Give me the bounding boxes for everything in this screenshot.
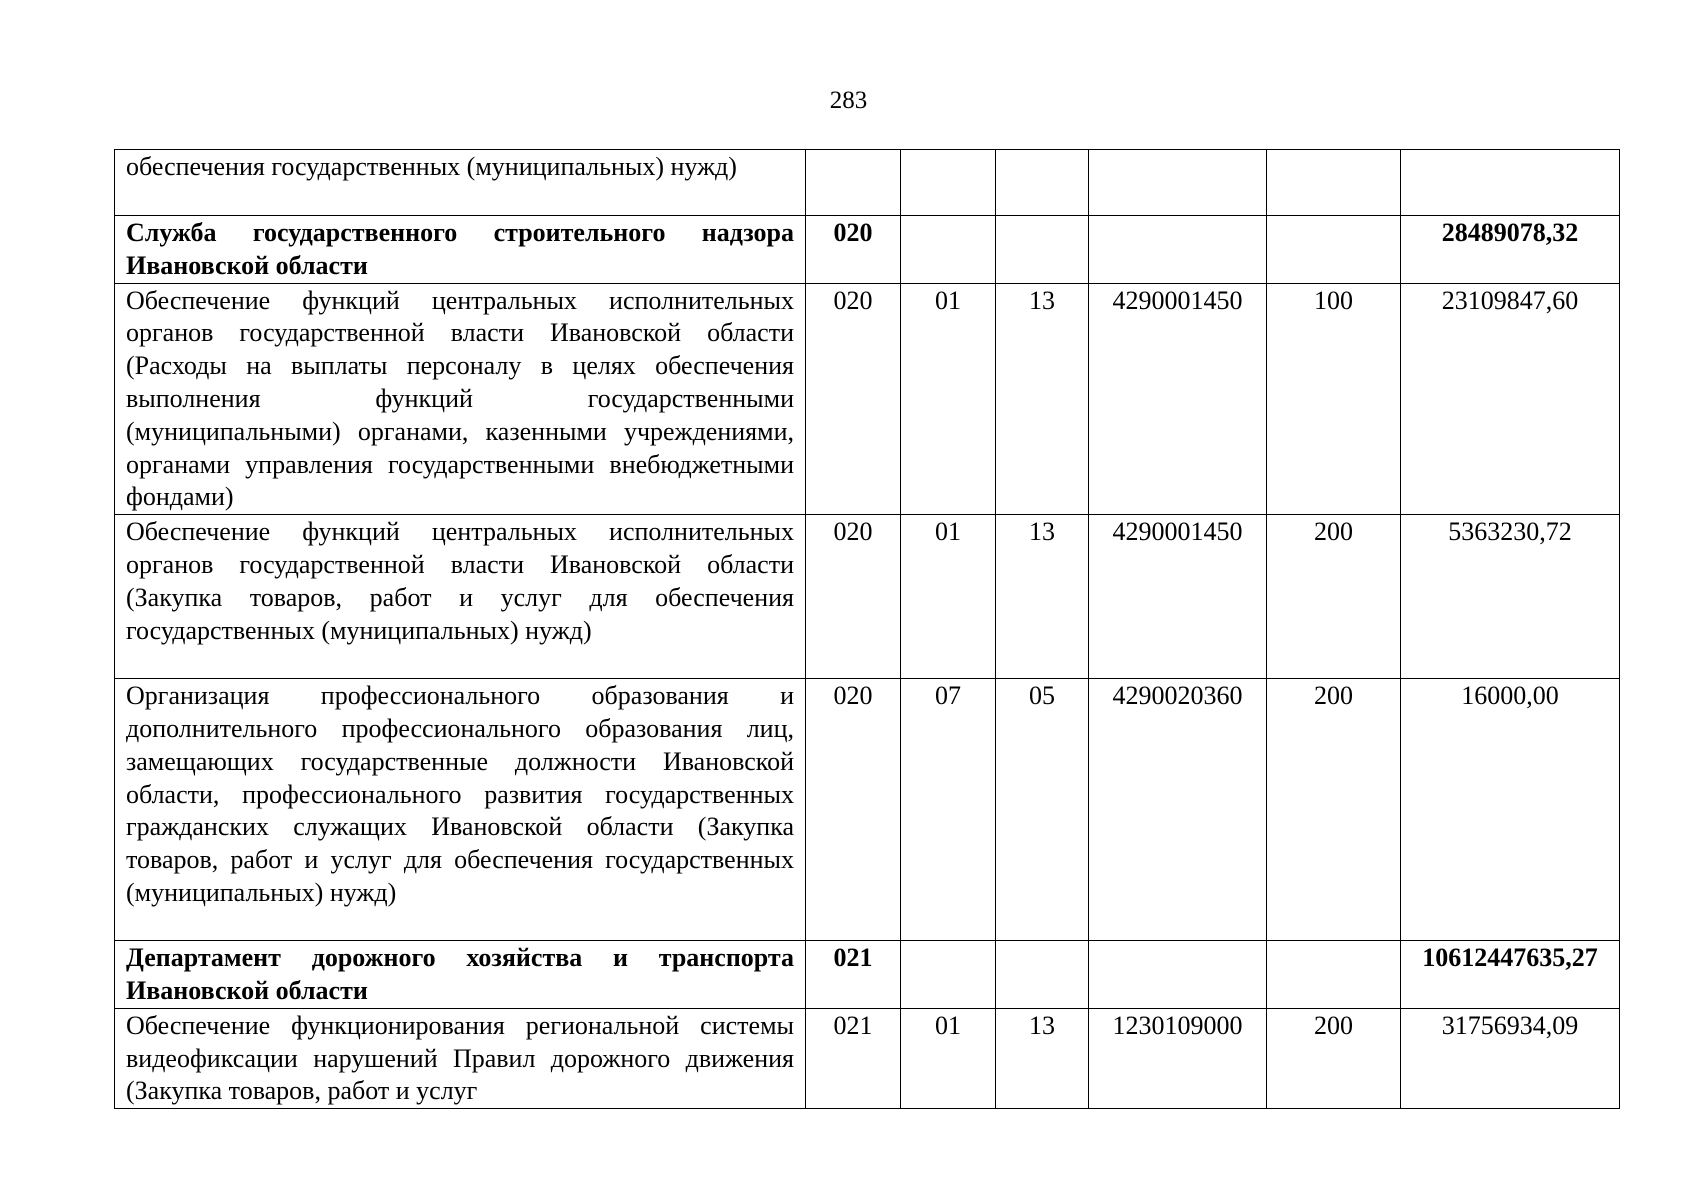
row-subsection-code	[996, 216, 1089, 284]
row-section-code: 01	[901, 283, 996, 515]
row-amount: 23109847,60	[1401, 283, 1620, 515]
row-amount: 10612447635,27	[1401, 941, 1620, 1009]
table-row	[115, 679, 1620, 941]
row-amount	[1401, 150, 1620, 216]
row-expense-type	[1267, 216, 1401, 284]
row-target-code: 4290001450	[1089, 515, 1267, 679]
row-name: Служба государственного строительного надзора Ивановской области	[115, 216, 806, 284]
row-expense-type	[1267, 941, 1401, 1009]
row-section-code: 07	[901, 679, 996, 941]
row-amount: 31756934,09	[1401, 1008, 1620, 1108]
row-amount: 16000,00	[1401, 679, 1620, 941]
row-ministry-code: 021	[806, 941, 901, 1009]
row-section-code: 01	[901, 515, 996, 679]
row-section-code: 01	[901, 1008, 996, 1108]
row-subsection-code: 13	[996, 1008, 1089, 1108]
row-subsection-code: 13	[996, 283, 1089, 515]
row-expense-type: 200	[1267, 515, 1401, 679]
row-name: обеспечения государственных (муниципальных) нужд)	[115, 150, 806, 216]
page-number: 283	[829, 87, 868, 114]
row-subsection-code: 05	[996, 679, 1089, 941]
row-target-code	[1089, 150, 1267, 216]
row-target-code: 1230109000	[1089, 1008, 1267, 1108]
row-section-code	[901, 150, 996, 216]
row-amount: 28489078,32	[1401, 216, 1620, 284]
table-row	[115, 515, 1620, 679]
row-expense-type: 200	[1267, 679, 1401, 941]
row-name: Обеспечение функций центральных исполнительных органов государственной власти Ивановской области (Закупка товаров, работ и услуг для обеспечения государственных (муниципальных) нужд)	[115, 515, 806, 679]
row-name: Организация профессионального образования и дополнительного профессионального образования лиц, замещающих государственные должности Ивановской области, профессионального развития государственных гражданских служащих Ивановской области (Закупка товаров, работ и услуг для обеспечения государственных (муниципальных) нужд)	[115, 679, 806, 941]
row-subsection-code	[996, 150, 1089, 216]
row-target-code: 4290020360	[1089, 679, 1267, 941]
table-row	[115, 283, 1620, 515]
table-row	[115, 1008, 1620, 1108]
row-ministry-code: 020	[806, 283, 901, 515]
row-ministry-code: 021	[806, 1008, 901, 1108]
row-amount: 5363230,72	[1401, 515, 1620, 679]
row-expense-type: 200	[1267, 1008, 1401, 1108]
row-ministry-code	[806, 150, 901, 216]
row-target-code: 4290001450	[1089, 283, 1267, 515]
table-row	[115, 216, 1620, 284]
row-name: Департамент дорожного хозяйства и транспорта Ивановской области	[115, 941, 806, 1009]
row-ministry-code: 020	[806, 216, 901, 284]
row-name: Обеспечение функционирования региональной системы видеофиксации нарушений Правил дорожного движения (Закупка товаров, работ и услуг	[115, 1008, 806, 1108]
row-subsection-code	[996, 941, 1089, 1009]
row-section-code	[901, 216, 996, 284]
row-expense-type: 100	[1267, 283, 1401, 515]
row-ministry-code: 020	[806, 679, 901, 941]
budget-table	[114, 149, 1620, 1109]
row-section-code	[901, 941, 996, 1009]
row-target-code	[1089, 216, 1267, 284]
row-subsection-code: 13	[996, 515, 1089, 679]
row-expense-type	[1267, 150, 1401, 216]
row-ministry-code: 020	[806, 515, 901, 679]
row-name: Обеспечение функций центральных исполнительных органов государственной власти Ивановской области (Расходы на выплаты персоналу в целях обеспечения выполнения функций государственными (муниципальными) органами, казенными учреждениями, органами управления государственными внебюджетными фондами)	[115, 283, 806, 515]
table-row	[115, 941, 1620, 1009]
row-target-code	[1089, 941, 1267, 1009]
table-row	[115, 150, 1620, 216]
